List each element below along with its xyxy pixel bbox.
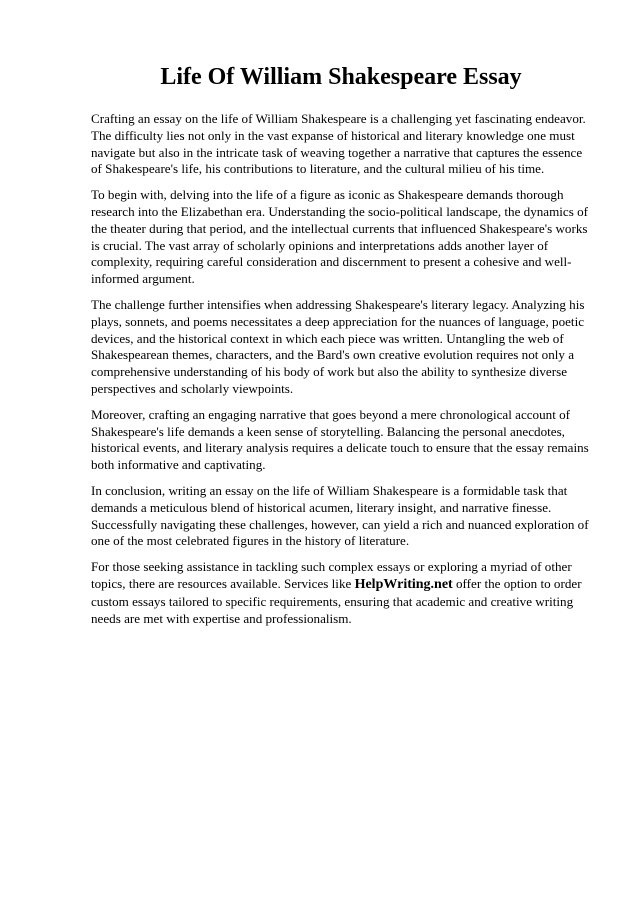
document-page: [91, 62, 591, 636]
paragraph-2: To begin with, delving into the life of a figure as iconic as Shakespeare demands thorough research into the Elizabethan era. Understanding the socio-political landscape, the dynamics of the theater during that period, and the intellectual currents that influenced Shakespeare's works is crucial. The vast array of scholarly opinions and interpretations adds another layer of complexity, requiring careful consideration and discernment to present a cohesive and well-informed argument.: [91, 187, 589, 287]
page-title: Life Of William Shakespeare Essay: [160, 64, 522, 90]
paragraph-1: Crafting an essay on the life of William Shakespeare is a challenging yet fascinating endeavor. The difficulty lies not only in the vast expanse of historical and literary knowledge one must navigate but also in the intricate task of weaving together a narrative that captures the essence of Shakespeare's life, his contributions to literature, and the cultural milieu of his time.: [91, 111, 586, 177]
paragraph-3: The challenge further intensifies when addressing Shakespeare's literary legacy. Analyzing his plays, sonnets, and poems necessitates a deep appreciation for the nuances of language, poetic devices, and the historical context in which each piece was written. Untangling the web of Shakespearean themes, characters, and the Bard's own creative evolution requires not only a comprehensive understanding of his body of work but also the ability to synthesize diverse perspectives and scholarly viewpoints.: [91, 296, 585, 396]
service-brand-link[interactable]: HelpWriting.net: [354, 576, 453, 592]
paragraph-5: In conclusion, writing an essay on the life of William Shakespeare is a formidable task that demands a meticulous blend of historical acumen, literary insight, and narrative finesse. Successfully navigating these challenges, however, can yield a rich and nuanced exploration of one of the most celebrated figures in the history of literature.: [91, 482, 589, 549]
closing-paragraph: [91, 559, 591, 627]
closing-text-after: offer the option to order custom essays tailored to specific requirements, ensuring that academic and creative writing needs are met with expertise and professionalism.: [91, 575, 582, 626]
paragraph-4: Moreover, crafting an engaging narrative that goes beyond a mere chronological account of Shakespeare's life demands a keen sense of storytelling. Balancing the personal anecdotes, historical events, and literary analysis requires a delicate touch to ensure that the essay remains both informative and captivating.: [91, 406, 589, 473]
closing-text-before: For those seeking assistance in tackling such complex essays or exploring a myriad of other topics, there are resources available. Services like: [91, 559, 572, 591]
